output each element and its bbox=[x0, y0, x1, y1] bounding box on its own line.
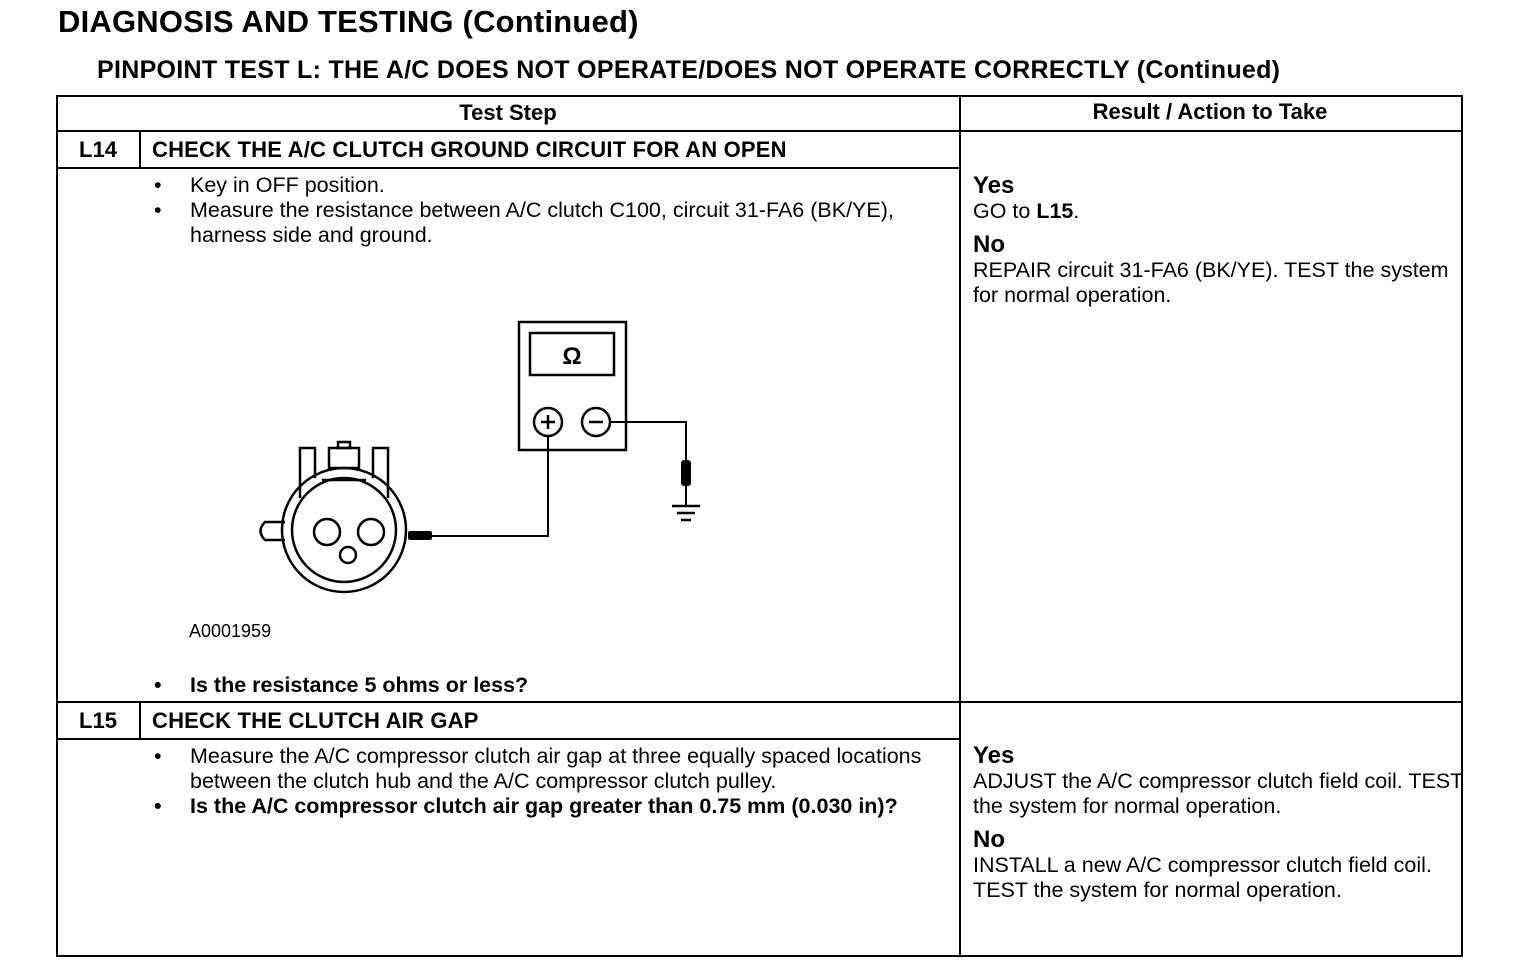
list-item: • Is the resistance 5 ohms or less? bbox=[154, 673, 934, 698]
ground-icon bbox=[672, 506, 700, 520]
ohm-symbol-icon: Ω bbox=[562, 343, 582, 370]
connector-probe bbox=[408, 531, 432, 540]
goto-step-link: L15 bbox=[1036, 199, 1074, 223]
l14-question bbox=[154, 673, 934, 698]
yes-label: Yes bbox=[973, 742, 1015, 769]
list-item: • Measure the resistance between A/C clutch C100, circuit 31-FA6 (BK/YE), harness side and ground. bbox=[154, 198, 934, 248]
no-action: REPAIR circuit 31-FA6 (BK/YE). TEST the system for normal operation. bbox=[973, 258, 1449, 307]
negative-test-lead bbox=[610, 422, 686, 462]
yes-label: Yes bbox=[973, 172, 1015, 199]
list-item: • Key in OFF position. bbox=[154, 173, 934, 198]
l14-result bbox=[973, 173, 1463, 316]
ohmmeter-body bbox=[519, 322, 626, 450]
column-header-result: Result / Action to Take bbox=[1092, 99, 1328, 124]
no-label: No bbox=[973, 826, 1005, 853]
yes-action-text: GO to bbox=[973, 199, 1037, 223]
list-item: • Measure the A/C compressor clutch air gap at three equally spaced locations between the clutch hub and the A/C compressor clutch pulley. bbox=[154, 744, 924, 794]
no-action: INSTALL a new A/C compressor clutch field coil. TEST the system for normal operation. bbox=[973, 853, 1432, 902]
ac-clutch-connector-icon bbox=[261, 442, 407, 592]
figure-label: A0001959 bbox=[189, 621, 272, 641]
step-title-l15: CHECK THE CLUTCH AIR GAP bbox=[152, 708, 479, 733]
column-header-test-step: Test Step bbox=[459, 100, 557, 125]
no-label: No bbox=[973, 231, 1005, 258]
step-title-l14: CHECK THE A/C CLUTCH GROUND CIRCUIT FOR AN OPEN bbox=[152, 137, 787, 162]
yes-action-suffix: . bbox=[1073, 199, 1080, 223]
l15-instructions bbox=[154, 744, 924, 819]
page-title: DIAGNOSIS AND TESTING (Continued) bbox=[58, 4, 639, 39]
list-item: • Is the A/C compressor clutch air gap greater than 0.75 mm (0.030 in)? bbox=[154, 794, 924, 819]
test-probe bbox=[681, 460, 691, 486]
yes-action: ADJUST the A/C compressor clutch field coil. TEST the system for normal operation. bbox=[973, 769, 1463, 818]
yes-action bbox=[973, 199, 1463, 224]
page-subtitle: PINPOINT TEST L: THE A/C DOES NOT OPERATE/DOES NOT OPERATE CORRECTLY (Continued) bbox=[97, 56, 1281, 84]
step-id-l14: L14 bbox=[79, 137, 117, 162]
step-id-l15: L15 bbox=[79, 708, 117, 733]
l15-result bbox=[973, 743, 1463, 911]
